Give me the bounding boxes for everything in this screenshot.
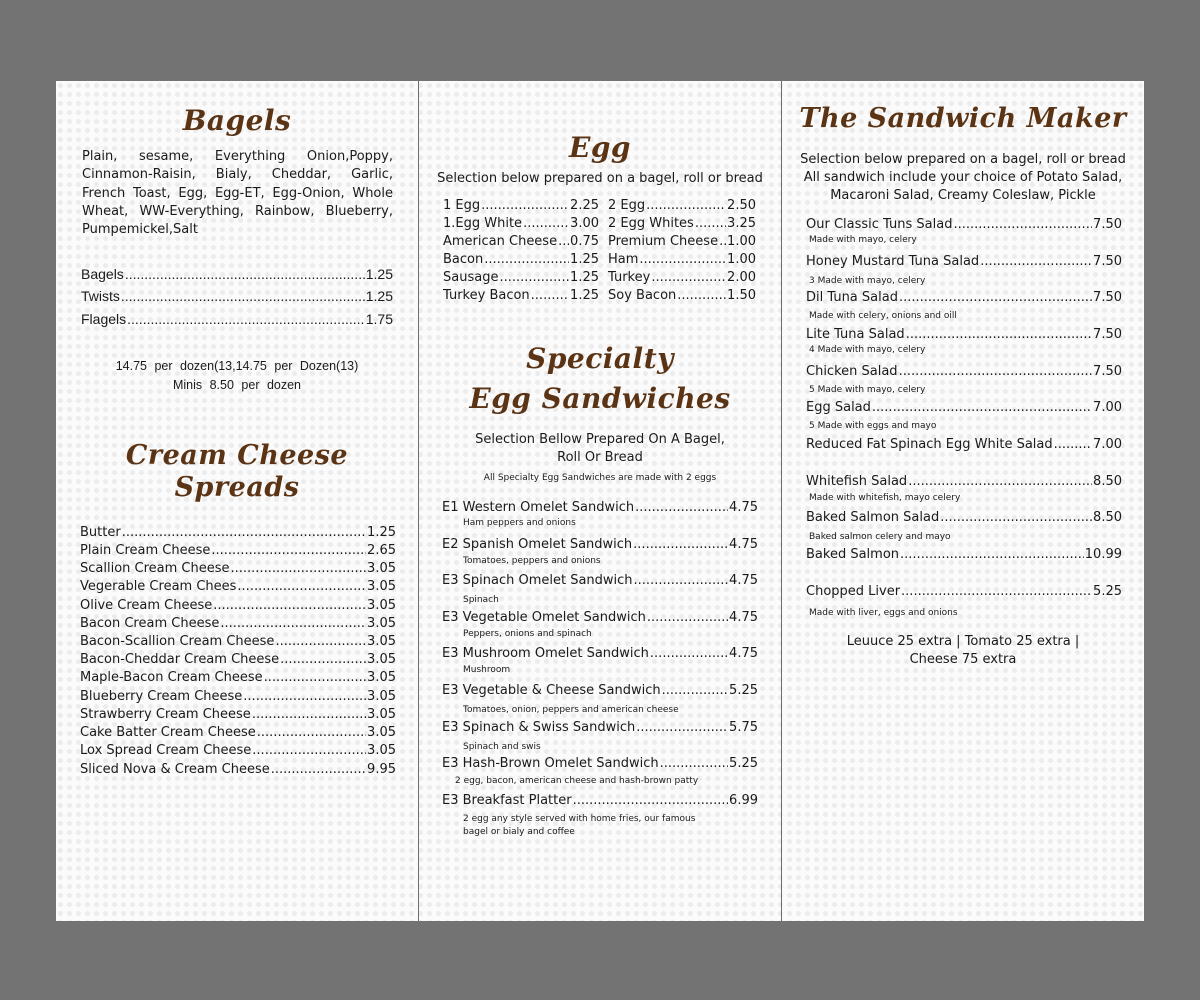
item-price: 1.00 [727,252,756,267]
item-price: 7.50 [1093,254,1122,269]
item-description: bagel or bialy and coffee [463,827,575,837]
dot-leader [499,270,569,285]
egg-title: Egg [569,131,631,164]
egg-row [608,234,756,249]
item-price: 3.00 [570,216,599,231]
item-price: 7.50 [1093,217,1122,232]
specialty-row [442,573,758,588]
dot-leader [220,616,366,631]
dot-leader [213,598,366,613]
dot-leader [953,217,1092,232]
sandwich-subtitle: Selection below prepared on a bagel, roll or bread [800,152,1126,167]
item-price: 5.25 [1093,584,1122,599]
item-description: 5 Made with eggs and mayo [809,421,937,431]
item-price: 7.50 [1093,327,1122,342]
spread-row [80,707,396,722]
spread-row [80,634,396,649]
item-name: Blueberry Cream Cheese [80,689,243,704]
item-price: 0.75 [570,234,599,249]
item-description: 2 egg any style served with home fries, our famous [463,814,696,824]
item-price: 1.25 [570,288,599,303]
item-name: Baked Salmon Salad [806,510,940,525]
dot-leader [899,364,1092,379]
item-name: Egg Salad [806,400,871,415]
dot-leader [872,400,1092,415]
egg-row [608,270,756,285]
sandwich-row [806,254,1122,269]
item-price: 1.25 [365,288,393,304]
item-price: 4.75 [729,610,758,625]
extras-note: Cheese 75 extra [909,652,1017,667]
item-description: Spinach [463,595,499,605]
item-price: 2.50 [727,198,756,213]
item-name: Plain Cream Cheese [80,543,211,558]
egg-row [443,216,599,231]
dozen-note: 14.75 per dozen(13,14.75 per Dozen(13) [115,359,359,373]
item-description: Made with whitefish, mayo celery [809,493,961,503]
item-name: Bacon-Cheddar Cream Cheese [80,652,280,667]
item-price: 3.05 [367,689,396,704]
item-description: Baked salmon celery and mayo [809,532,951,542]
item-price: 3.05 [367,670,396,685]
item-price: 3.25 [727,216,756,231]
item-name: Honey Mustard Tuna Salad [806,254,980,269]
item-price: 2.25 [570,198,599,213]
dot-leader [646,198,726,213]
dot-leader [660,756,728,771]
item-description: Ham peppers and onions [463,518,576,528]
spread-row [80,743,396,758]
specialty-note: All Specialty Egg Sandwiches are made with 2 eggs [483,473,717,483]
item-name: E3 Spinach Omelet Sandwich [442,573,633,588]
item-price: 6.99 [729,793,758,808]
specialty-row [442,756,758,771]
item-price: 2.00 [727,270,756,285]
sandwich-row [806,584,1122,599]
specialty-subtitle: Selection Bellow Prepared On A Bagel, [475,432,725,447]
egg-row [443,288,599,303]
sandwich-row [806,437,1122,452]
item-name: 2 Egg [608,198,646,213]
item-price: 1.25 [365,266,393,282]
spread-row [80,689,396,704]
dot-leader [211,543,366,558]
dot-leader [231,561,367,576]
column-left [56,81,418,921]
dot-leader [940,510,1092,525]
item-description: Made with celery, onions and oill [809,311,957,321]
egg-row [443,252,599,267]
extras-note: Leuuce 25 extra | Tomato 25 extra | [846,634,1080,649]
item-description: Spinach and swis [463,742,541,752]
item-name: Bacon [443,252,484,267]
egg-subtitle: Selection below prepared on a bagel, roll or bread [437,171,763,186]
item-name: E3 Mushroom Omelet Sandwich [442,646,649,661]
item-name: Scallion Cream Cheese [80,561,230,576]
item-name: Flagels [81,311,127,327]
bagel-price-row [81,288,393,304]
item-price: 1.50 [727,288,756,303]
item-name: Sliced Nova & Cream Cheese [80,762,270,777]
dot-leader [906,327,1092,342]
specialty-row [442,683,758,698]
specialty-row [442,500,758,515]
item-name: Cake Batter Cream Cheese [80,725,256,740]
item-description: 2 egg, bacon, american cheese and hash-brown patty [455,776,699,786]
specialty-title: Specialty [526,342,674,375]
item-price: 1.25 [570,270,599,285]
item-price: 1.00 [727,234,756,249]
sandwich-row [806,327,1122,342]
dot-leader [901,584,1092,599]
spread-row [80,670,396,685]
item-description: Tomatoes, onion, peppers and american cheese [463,705,679,715]
item-name: Sausage [443,270,499,285]
item-price: 7.00 [1093,437,1122,452]
column-middle [419,81,781,921]
item-name: Olive Cream Cheese [80,598,213,613]
dot-leader [275,634,366,649]
dot-leader [719,234,726,249]
item-name: E3 Vegetable & Cheese Sandwich [442,683,661,698]
dot-leader [636,720,728,735]
item-price: 4.75 [729,646,758,661]
dot-leader [127,311,365,327]
item-name: Baked Salmon [806,547,900,562]
dot-leader [651,270,726,285]
item-price: 3.05 [367,561,396,576]
item-name: Lite Tuna Salad [806,327,905,342]
item-name: Chopped Liver [806,584,901,599]
dot-leader [633,537,728,552]
item-price: 10.99 [1084,547,1122,562]
spread-row [80,616,396,631]
item-price: 1.75 [365,311,393,327]
dot-leader [271,762,366,777]
sandwich-subtitle: Macaroni Salad, Creamy Coleslaw, Pickle [830,188,1096,203]
menu-sheet [56,81,1144,921]
item-name: Chicken Salad [806,364,898,379]
egg-row [608,198,756,213]
dot-leader [523,216,569,231]
dot-leader [980,254,1092,269]
item-name: Maple-Bacon Cream Cheese [80,670,263,685]
dot-leader [634,573,729,588]
item-name: American Cheese [443,234,558,249]
dot-leader [695,216,726,231]
item-price: 1.25 [367,525,396,540]
egg-row [608,288,756,303]
item-name: 2 Egg Whites [608,216,694,231]
item-price: 3.05 [367,725,396,740]
item-name: E2 Spanish Omelet Sandwich [442,537,633,552]
dot-leader [908,474,1092,489]
sandwich-subtitle: All sandwich include your choice of Potato Salad, [803,170,1123,185]
item-description: Mushroom [463,665,511,675]
cream-cheese-title: Spreads [174,472,300,503]
dot-leader [243,689,366,704]
bagels-title: Bagels [182,104,292,137]
dot-leader [573,793,728,808]
dot-leader [264,670,366,685]
item-price: 8.50 [1093,474,1122,489]
item-price: 1.25 [570,252,599,267]
sandwich-row [806,474,1122,489]
dot-leader [900,547,1084,562]
item-price: 5.25 [729,756,758,771]
minis-note: Minis 8.50 per dozen [172,378,302,392]
item-name: Vegerable Cream Chees [80,579,237,594]
item-description: Tomatoes, peppers and onions [463,556,601,566]
item-name: Butter [80,525,121,540]
item-price: 9.95 [367,762,396,777]
dot-leader [252,707,366,722]
dot-leader [122,525,366,540]
item-name: Turkey [608,270,651,285]
dot-leader [899,290,1092,305]
specialty-row [442,793,758,808]
column-right [782,81,1144,921]
dot-leader [650,646,728,661]
item-price: 4.75 [729,573,758,588]
item-name: E3 Hash-Brown Omelet Sandwich [442,756,659,771]
item-name: Reduced Fat Spinach Egg White Salad [806,437,1053,452]
item-name: Our Classic Tuns Salad [806,217,953,232]
spread-row [80,652,396,667]
dot-leader [252,743,366,758]
item-name: Soy Bacon [608,288,677,303]
item-price: 2.65 [367,543,396,558]
dot-leader [481,198,569,213]
specialty-row [442,537,758,552]
item-name: E3 Breakfast Platter [442,793,572,808]
dot-leader [237,579,366,594]
sandwich-row [806,547,1122,562]
item-price: 3.05 [367,707,396,722]
item-name: Bagels [81,266,124,282]
specialty-row [442,720,758,735]
dot-leader [639,252,726,267]
item-description: Made with mayo, celery [809,235,917,245]
item-price: 5.25 [729,683,758,698]
dot-leader [677,288,726,303]
item-price: 3.05 [367,634,396,649]
item-price: 4.75 [729,537,758,552]
item-name: Bacon Cream Cheese [80,616,220,631]
dot-leader [647,610,728,625]
dot-leader [121,288,365,304]
item-name: 1 Egg [443,198,481,213]
item-name: Lox Spread Cream Cheese [80,743,252,758]
egg-row [608,252,756,267]
specialty-subtitle: Roll Or Bread [557,450,643,465]
item-name: Turkey Bacon [443,288,530,303]
item-price: 7.50 [1093,290,1122,305]
item-description: 5 Made with mayo, celery [809,385,926,395]
sandwich-row [806,364,1122,379]
spread-row [80,543,396,558]
item-price: 4.75 [729,500,758,515]
item-name: E3 Vegetable Omelet Sandwich [442,610,646,625]
item-price: 3.05 [367,652,396,667]
specialty-row [442,646,758,661]
dot-leader [558,234,569,249]
cream-cheese-title: Cream Cheese [125,440,349,471]
item-name: E1 Western Omelet Sandwich [442,500,635,515]
egg-row [443,198,599,213]
item-price: 3.05 [367,616,396,631]
item-name: Twists [81,288,120,304]
bagel-price-row [81,311,393,327]
item-name: Strawberry Cream Cheese [80,707,251,722]
bagel-flavors: Plain, sesame, Everything Onion,Poppy, Cinnamon-Raisin, Bialy, Cheddar, Garlic, French Toast, Egg, Egg-ET, Egg-Onion, Whole Wheat, WW-Everything, Rainbow, Blueberry, Pumpemickel,Salt [82,149,393,238]
dot-leader [1054,437,1092,452]
item-name: Dil Tuna Salad [806,290,898,305]
item-name: Whitefish Salad [806,474,908,489]
sandwich-row [806,217,1122,232]
item-price: 3.05 [367,579,396,594]
item-price: 7.50 [1093,364,1122,379]
item-price: 3.05 [367,598,396,613]
spread-row [80,561,396,576]
specialty-title: Egg Sandwiches [469,382,731,415]
item-price: 7.00 [1093,400,1122,415]
item-name: E3 Spinach & Swiss Sandwich [442,720,636,735]
dot-leader [125,266,365,282]
dot-leader [257,725,366,740]
dot-leader [484,252,569,267]
dot-leader [280,652,366,667]
spread-row [80,725,396,740]
item-description: Peppers, onions and spinach [463,629,592,639]
spread-row [80,579,396,594]
item-description: 4 Made with mayo, celery [809,345,926,355]
item-name: Premium Cheese [608,234,719,249]
item-description: Made with liver, eggs and onions [809,608,958,618]
item-price: 3.05 [367,743,396,758]
sandwich-row [806,510,1122,525]
egg-row [443,234,599,249]
spread-row [80,525,396,540]
sandwich-row [806,290,1122,305]
spread-row [80,598,396,613]
item-description: 3 Made with mayo, celery [809,276,926,286]
dot-leader [531,288,569,303]
egg-row [608,216,756,231]
egg-row [443,270,599,285]
item-price: 5.75 [729,720,758,735]
item-price: 8.50 [1093,510,1122,525]
dot-leader [662,683,728,698]
sandwich-maker-title: The Sandwich Maker [799,103,1127,134]
dot-leader [635,500,728,515]
sandwich-row [806,400,1122,415]
specialty-row [442,610,758,625]
bagel-price-row [81,266,393,282]
item-name: Ham [608,252,639,267]
item-name: Bacon-Scallion Cream Cheese [80,634,275,649]
spread-row [80,762,396,777]
item-name: 1.Egg White [443,216,523,231]
